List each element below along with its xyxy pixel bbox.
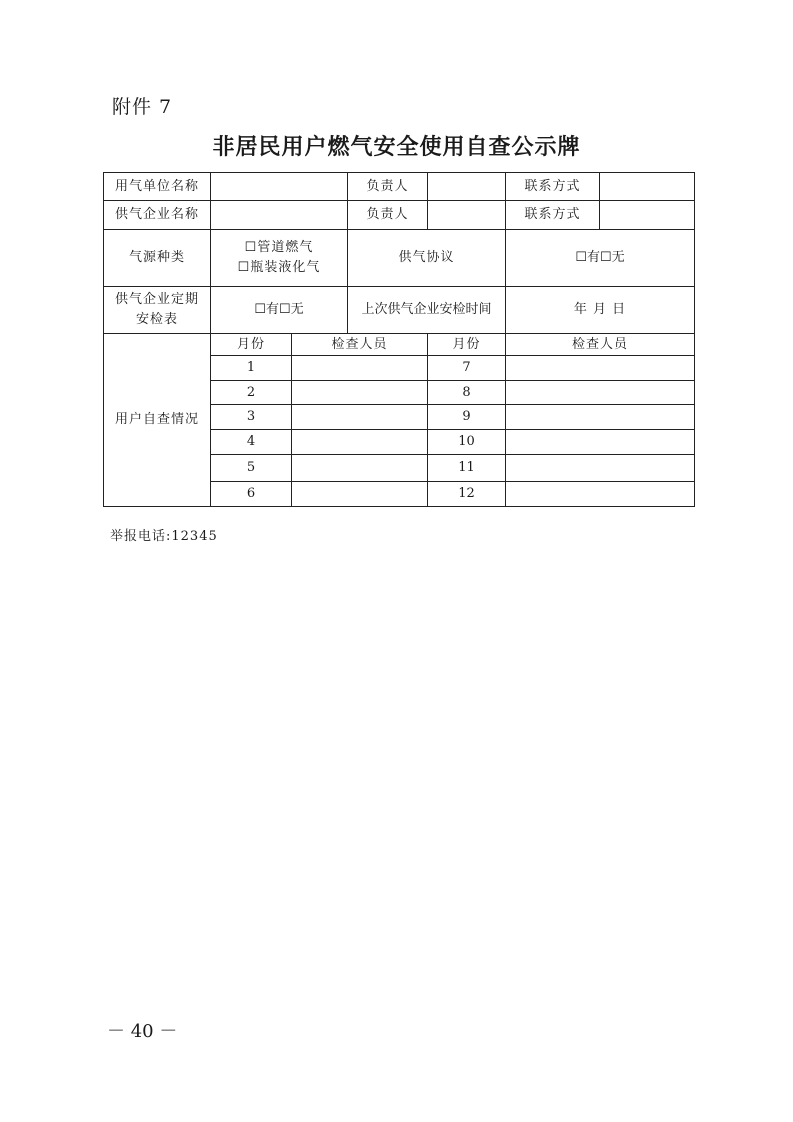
supply-agreement-label: 供气协议 [348, 230, 506, 287]
inspector-cell[interactable] [292, 430, 428, 455]
month-cell: 4 [211, 430, 292, 455]
supplier-row [104, 201, 695, 230]
inspector-cell[interactable] [292, 455, 428, 482]
inspector-cell[interactable] [506, 356, 695, 381]
self-check-form-table [103, 172, 695, 507]
user-unit-contact-label: 联系方式 [506, 173, 600, 201]
user-unit-contact-value[interactable] [600, 173, 695, 201]
inspector-cell[interactable] [506, 405, 695, 430]
month-header-left: 月份 [211, 334, 292, 356]
report-hotline [110, 525, 218, 544]
inspector-cell[interactable] [506, 381, 695, 405]
month-cell: 5 [211, 455, 292, 482]
user-unit-person-label: 负责人 [348, 173, 428, 201]
user-unit-value[interactable] [211, 173, 348, 201]
inspector-header-left: 检查人员 [292, 334, 428, 356]
inspector-cell[interactable] [292, 381, 428, 405]
supplier-value[interactable] [211, 201, 348, 230]
month-cell: 8 [428, 381, 506, 405]
supplier-label: 供气企业名称 [104, 201, 211, 230]
month-cell: 2 [211, 381, 292, 405]
month-cell: 3 [211, 405, 292, 430]
supply-agreement-options[interactable]: ☐有☐无 [506, 230, 695, 287]
gas-type-option-bottled[interactable]: ☐瓶装液化气 [237, 260, 321, 275]
gas-type-label: 气源种类 [104, 230, 211, 287]
inspection-form-label: 供气企业定期 安检表 [104, 287, 211, 334]
report-hotline-number: 12345 [171, 529, 218, 544]
gas-type-options [211, 230, 348, 287]
inspection-form-options[interactable]: ☐有☐无 [211, 287, 348, 334]
gas-type-option-pipeline[interactable]: ☐管道燃气 [244, 240, 314, 255]
month-header-right: 月份 [428, 334, 506, 356]
supplier-contact-label: 联系方式 [506, 201, 600, 230]
self-check-header-row [104, 334, 695, 356]
month-cell: 1 [211, 356, 292, 381]
month-cell: 11 [428, 455, 506, 482]
gas-type-row [104, 230, 695, 287]
attachment-label: 附件 7 [112, 96, 173, 118]
inspection-row [104, 287, 695, 334]
user-unit-row [104, 173, 695, 201]
month-cell: 10 [428, 430, 506, 455]
page-number: － 40 － [107, 1021, 178, 1042]
supplier-person-label: 负责人 [348, 201, 428, 230]
last-inspection-date[interactable]: 年 月 日 [506, 287, 695, 334]
inspector-cell[interactable] [292, 405, 428, 430]
self-check-label: 用户自查情况 [104, 334, 211, 507]
report-hotline-label: 举报电话: [110, 529, 172, 544]
month-cell: 7 [428, 356, 506, 381]
inspector-cell[interactable] [292, 356, 428, 381]
inspector-cell[interactable] [292, 482, 428, 507]
month-cell: 6 [211, 482, 292, 507]
inspector-cell[interactable] [506, 482, 695, 507]
last-inspection-label: 上次供气企业安检时间 [348, 287, 506, 334]
inspector-cell[interactable] [506, 455, 695, 482]
inspector-header-right: 检查人员 [506, 334, 695, 356]
month-cell: 12 [428, 482, 506, 507]
supplier-contact-value[interactable] [600, 201, 695, 230]
user-unit-person-value[interactable] [428, 173, 506, 201]
page-title: 非居民用户燃气安全使用自查公示牌 [212, 135, 581, 160]
inspector-cell[interactable] [506, 430, 695, 455]
user-unit-label: 用气单位名称 [104, 173, 211, 201]
month-cell: 9 [428, 405, 506, 430]
supplier-person-value[interactable] [428, 201, 506, 230]
